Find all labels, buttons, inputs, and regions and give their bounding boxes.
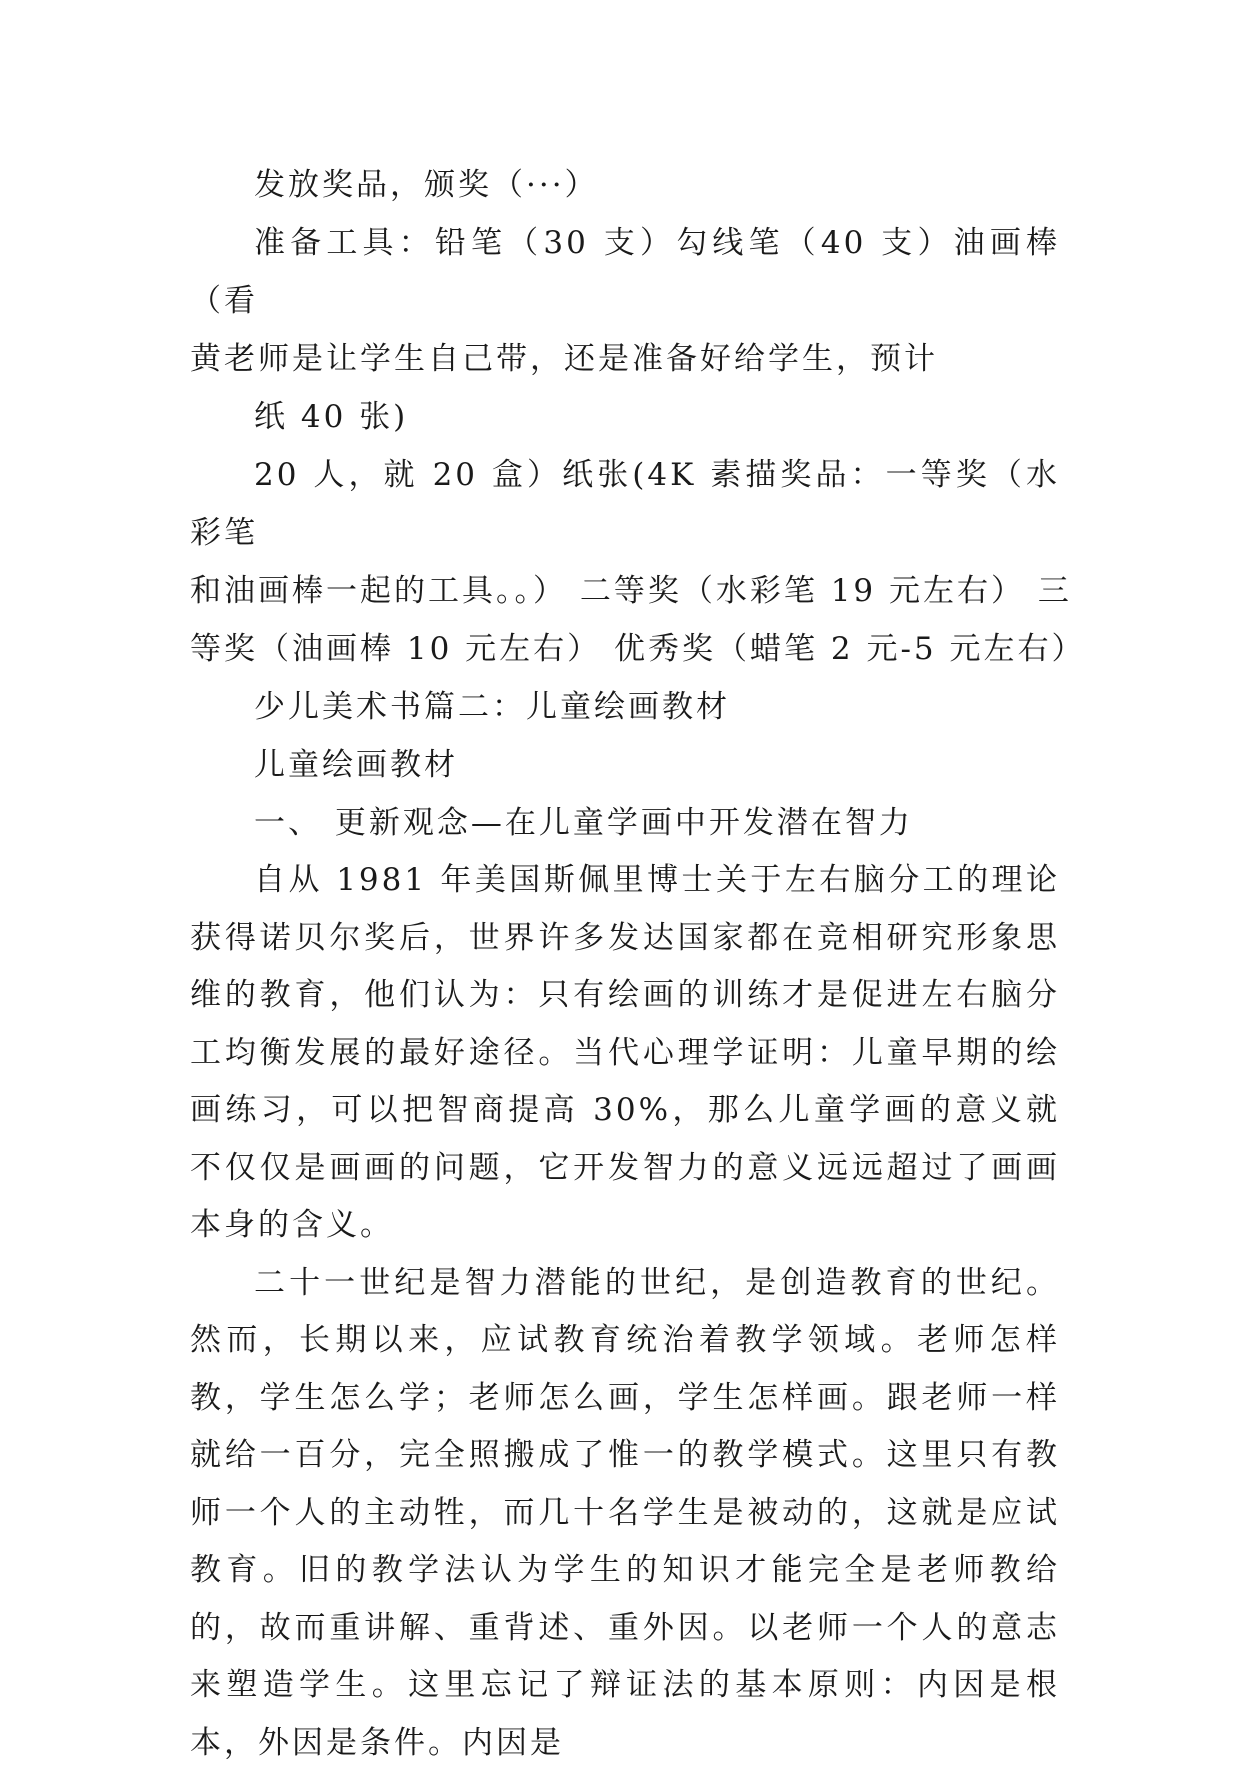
section-heading: 少儿美术书篇二：儿童绘画教材 (190, 678, 1060, 736)
chapter-heading: 一、 更新观念—在儿童学画中开发潜在智力 (190, 794, 1060, 852)
text-line-tools: 准备工具：铅笔（30 支）勾线笔（40 支）油画棒（看 (190, 214, 1060, 330)
text-line-awards: 发放奖品，颁奖（···） (190, 156, 1060, 214)
body-paragraph-2: 二十一世纪是智力潜能的世纪，是创造教育的世纪。然而，长期以来，应试教育统治着教学领域。老师怎样教，学生怎么学；老师怎么画，学生怎样画。跟老师一样就给一百分，完全照搬成了惟一的教学模式。这里只有教师一个人的主动牲，而几十名学生是被动的，这就是应试教育。旧的教学法认为学生的知识才能完全是老师教给的，故而重讲解、重背述、重外因。以老师一个人的意志来塑造学生。这里忘记了辩证法的基本原则：内因是根本，外因是条件。内因是 (190, 1255, 1060, 1772)
body-paragraph-1: 自从 1981 年美国斯佩里博士关于左右脑分工的理论获得诺贝尔奖后，世界许多发达国家都在竞相研究形象思维的教育，他们认为：只有绘画的训练才是促进左右脑分工均衡发展的最好途径。当代心理学证明：儿童早期的绘画练习，可以把智商提高 30%，那么儿童学画的意义就不仅仅是画画的问题，它开发智力的意义远远超过了画画本身的含义。 (190, 852, 1060, 1255)
text-line-prizes-cont: 和油画棒一起的工具。。） 二等奖（水彩笔 19 元左右） 三 (190, 562, 1060, 620)
text-line-tools-cont: 黄老师是让学生自己带，还是准备好给学生，预计 (190, 330, 1060, 388)
body-paragraphs (190, 852, 1060, 1772)
text-line-paper: 纸 40 张) (190, 388, 1060, 446)
document-body (190, 156, 1060, 1772)
section-subheading: 儿童绘画教材 (190, 736, 1060, 794)
prize-section (190, 156, 1060, 852)
text-line-prizes-cont2: 等奖（油画棒 10 元左右） 优秀奖（蜡笔 2 元-5 元左右） (190, 620, 1060, 678)
text-line-prizes: 20 人，就 20 盒）纸张(4K 素描奖品：一等奖（水彩笔 (190, 446, 1060, 562)
